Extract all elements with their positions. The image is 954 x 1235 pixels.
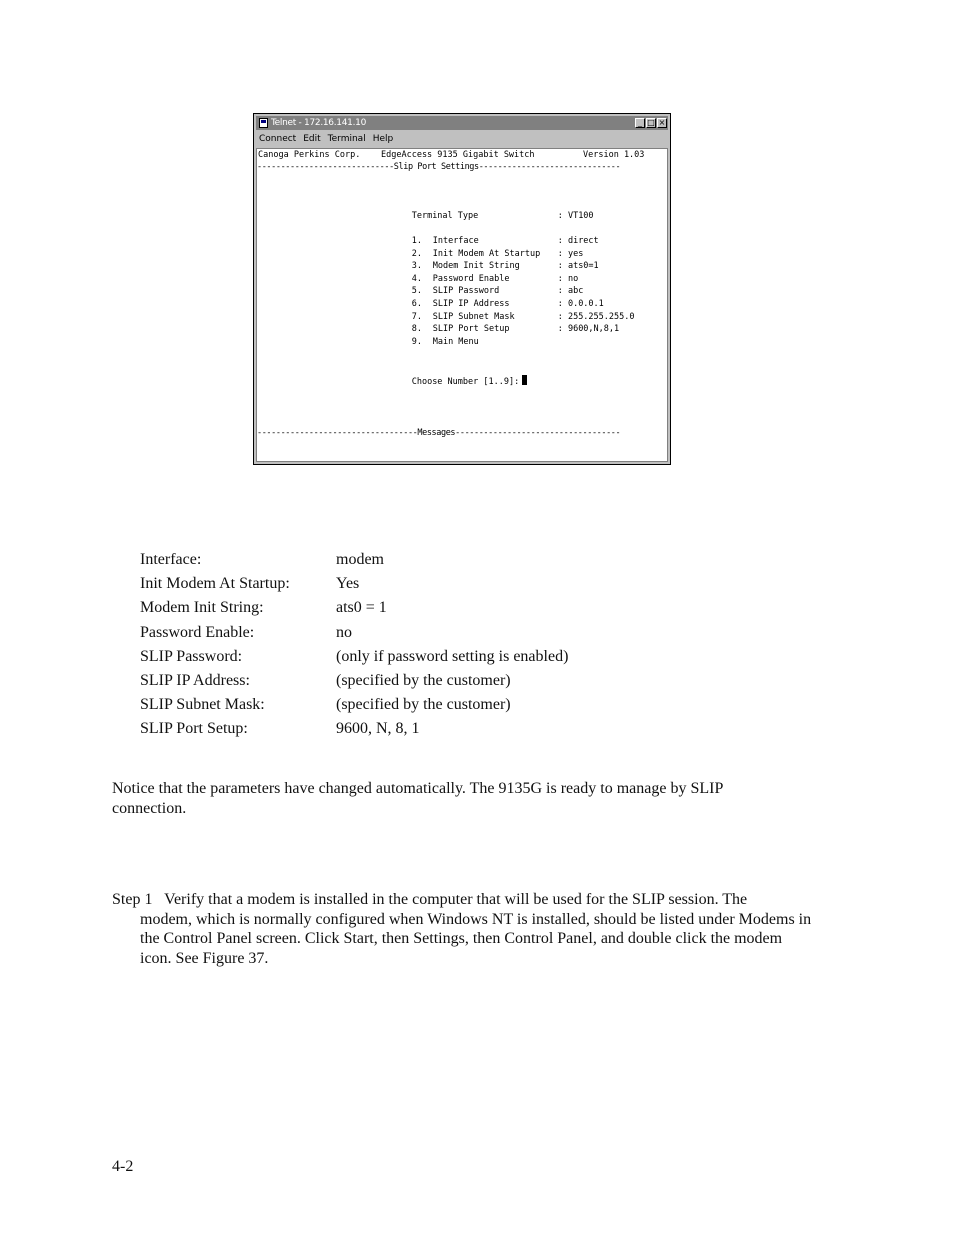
parameter-value: Yes (336, 575, 360, 593)
parameter-value: modem (336, 551, 384, 568)
terminal-screen[interactable] (256, 148, 668, 462)
menu-connect[interactable]: Connect (259, 134, 297, 144)
messages-line: ----------------------------------Messages----------------------------------- (257, 428, 621, 438)
parameter-label: Init Modem At Startup: (140, 575, 290, 593)
text-cursor (522, 375, 527, 385)
parameter-label: SLIP Port Setup: (140, 720, 248, 738)
parameter-value: (specified by the customer) (336, 696, 511, 714)
notice-paragraph: Notice that the parameters have changed automatically. The 9135G is ready to manage by SLIP connection. (112, 780, 723, 817)
menu-edit[interactable]: Edit (303, 134, 321, 144)
menu-item-label: SLIP Port Setup (432, 324, 510, 335)
menu-item-number: 9. (411, 336, 422, 347)
telnet-app-icon (259, 118, 268, 128)
header-company: Canoga Perkins Corp. (258, 150, 361, 160)
parameter-value: 9600, N, 8, 1 (336, 720, 420, 738)
menu-item-row (381, 326, 558, 359)
menu-item-label: Interface (432, 236, 479, 246)
parameter-label: Interface: (140, 551, 202, 568)
menu-item-value: : no (557, 273, 579, 284)
header-version: Version 1.03 (583, 150, 645, 160)
telnet-title: Telnet - 172.16.141.10 (271, 118, 366, 128)
step-1 (112, 890, 812, 968)
menu-item-number: 4. (411, 273, 422, 284)
menu-item-label: Init Modem At Startup (432, 248, 541, 259)
telnet-menubar (256, 132, 668, 146)
menu-item-number: 8. (411, 324, 422, 335)
terminal-type-label: Terminal Type (411, 211, 479, 221)
menu-item-number: 5. (411, 286, 422, 297)
telnet-titlebar[interactable] (256, 116, 668, 130)
step-1-body: modem, which is normally configured when Windows NT is installed, should be listed under Modems in the Control Panel screen. Click Start, then Settings, then Control Panel, and double click the modem icon. See Figure 37. (140, 910, 812, 967)
menu-item-value: : yes (557, 248, 584, 259)
menu-item-label: Modem Init String (432, 261, 520, 272)
menu-item-label: Password Enable (432, 273, 510, 284)
menu-item-value: : 255.255.255.0 (557, 311, 635, 322)
terminal-type-value: : VT100 (557, 211, 594, 221)
parameter-label: SLIP IP Address: (140, 671, 250, 689)
menu-item-value: : 9600,N,8,1 (557, 324, 620, 335)
parameter-value: (specified by the customer) (336, 671, 511, 689)
minimize-icon[interactable]: _ (635, 118, 645, 128)
menu-item-value: : ats0=1 (557, 261, 599, 272)
menu-item-number: 6. (411, 299, 422, 309)
menu-item-value: : direct (557, 236, 599, 246)
parameter-label: SLIP Password: (140, 647, 243, 665)
menu-item-value: : abc (557, 286, 584, 297)
page-number: 4-2 (112, 1158, 134, 1175)
menu-item-label: Main Menu (432, 336, 479, 347)
choose-prompt-row (381, 364, 527, 399)
step-1-first-line: Step 1 Verify that a modem is installed in the computer that will be used for the SLIP session. The (112, 891, 748, 908)
parameter-value: (only if password setting is enabled) (336, 647, 569, 665)
menu-item-number: 1. (411, 236, 422, 246)
parameter-label: Modem Init String: (140, 599, 264, 617)
menu-item-number: 3. (411, 261, 422, 272)
menu-item-number: 7. (411, 311, 422, 322)
parameter-value: ats0 = 1 (336, 599, 387, 617)
menu-item-label: SLIP IP Address (432, 299, 510, 309)
parameter-label: SLIP Subnet Mask: (140, 696, 265, 714)
close-icon[interactable]: × (658, 118, 666, 127)
menu-terminal[interactable]: Terminal (327, 134, 366, 144)
parameter-value: no (336, 623, 352, 641)
maximize-icon[interactable]: □ (647, 118, 655, 127)
menu-help[interactable]: Help (372, 134, 394, 144)
header-product: EdgeAccess 9135 Gigabit Switch (381, 150, 535, 160)
menu-item-label: SLIP Subnet Mask (432, 311, 515, 322)
section-title-line: -----------------------------Slip Port Settings------------------------------ (257, 162, 621, 172)
menu-item-number: 2. (411, 248, 422, 259)
choose-prompt: Choose Number [1..9]: (411, 377, 520, 387)
menu-item-label: SLIP Password (432, 286, 500, 297)
telnet-window (253, 113, 671, 465)
menu-item-value: : 0.0.0.1 (557, 299, 604, 309)
parameter-label: Password Enable: (140, 623, 255, 641)
